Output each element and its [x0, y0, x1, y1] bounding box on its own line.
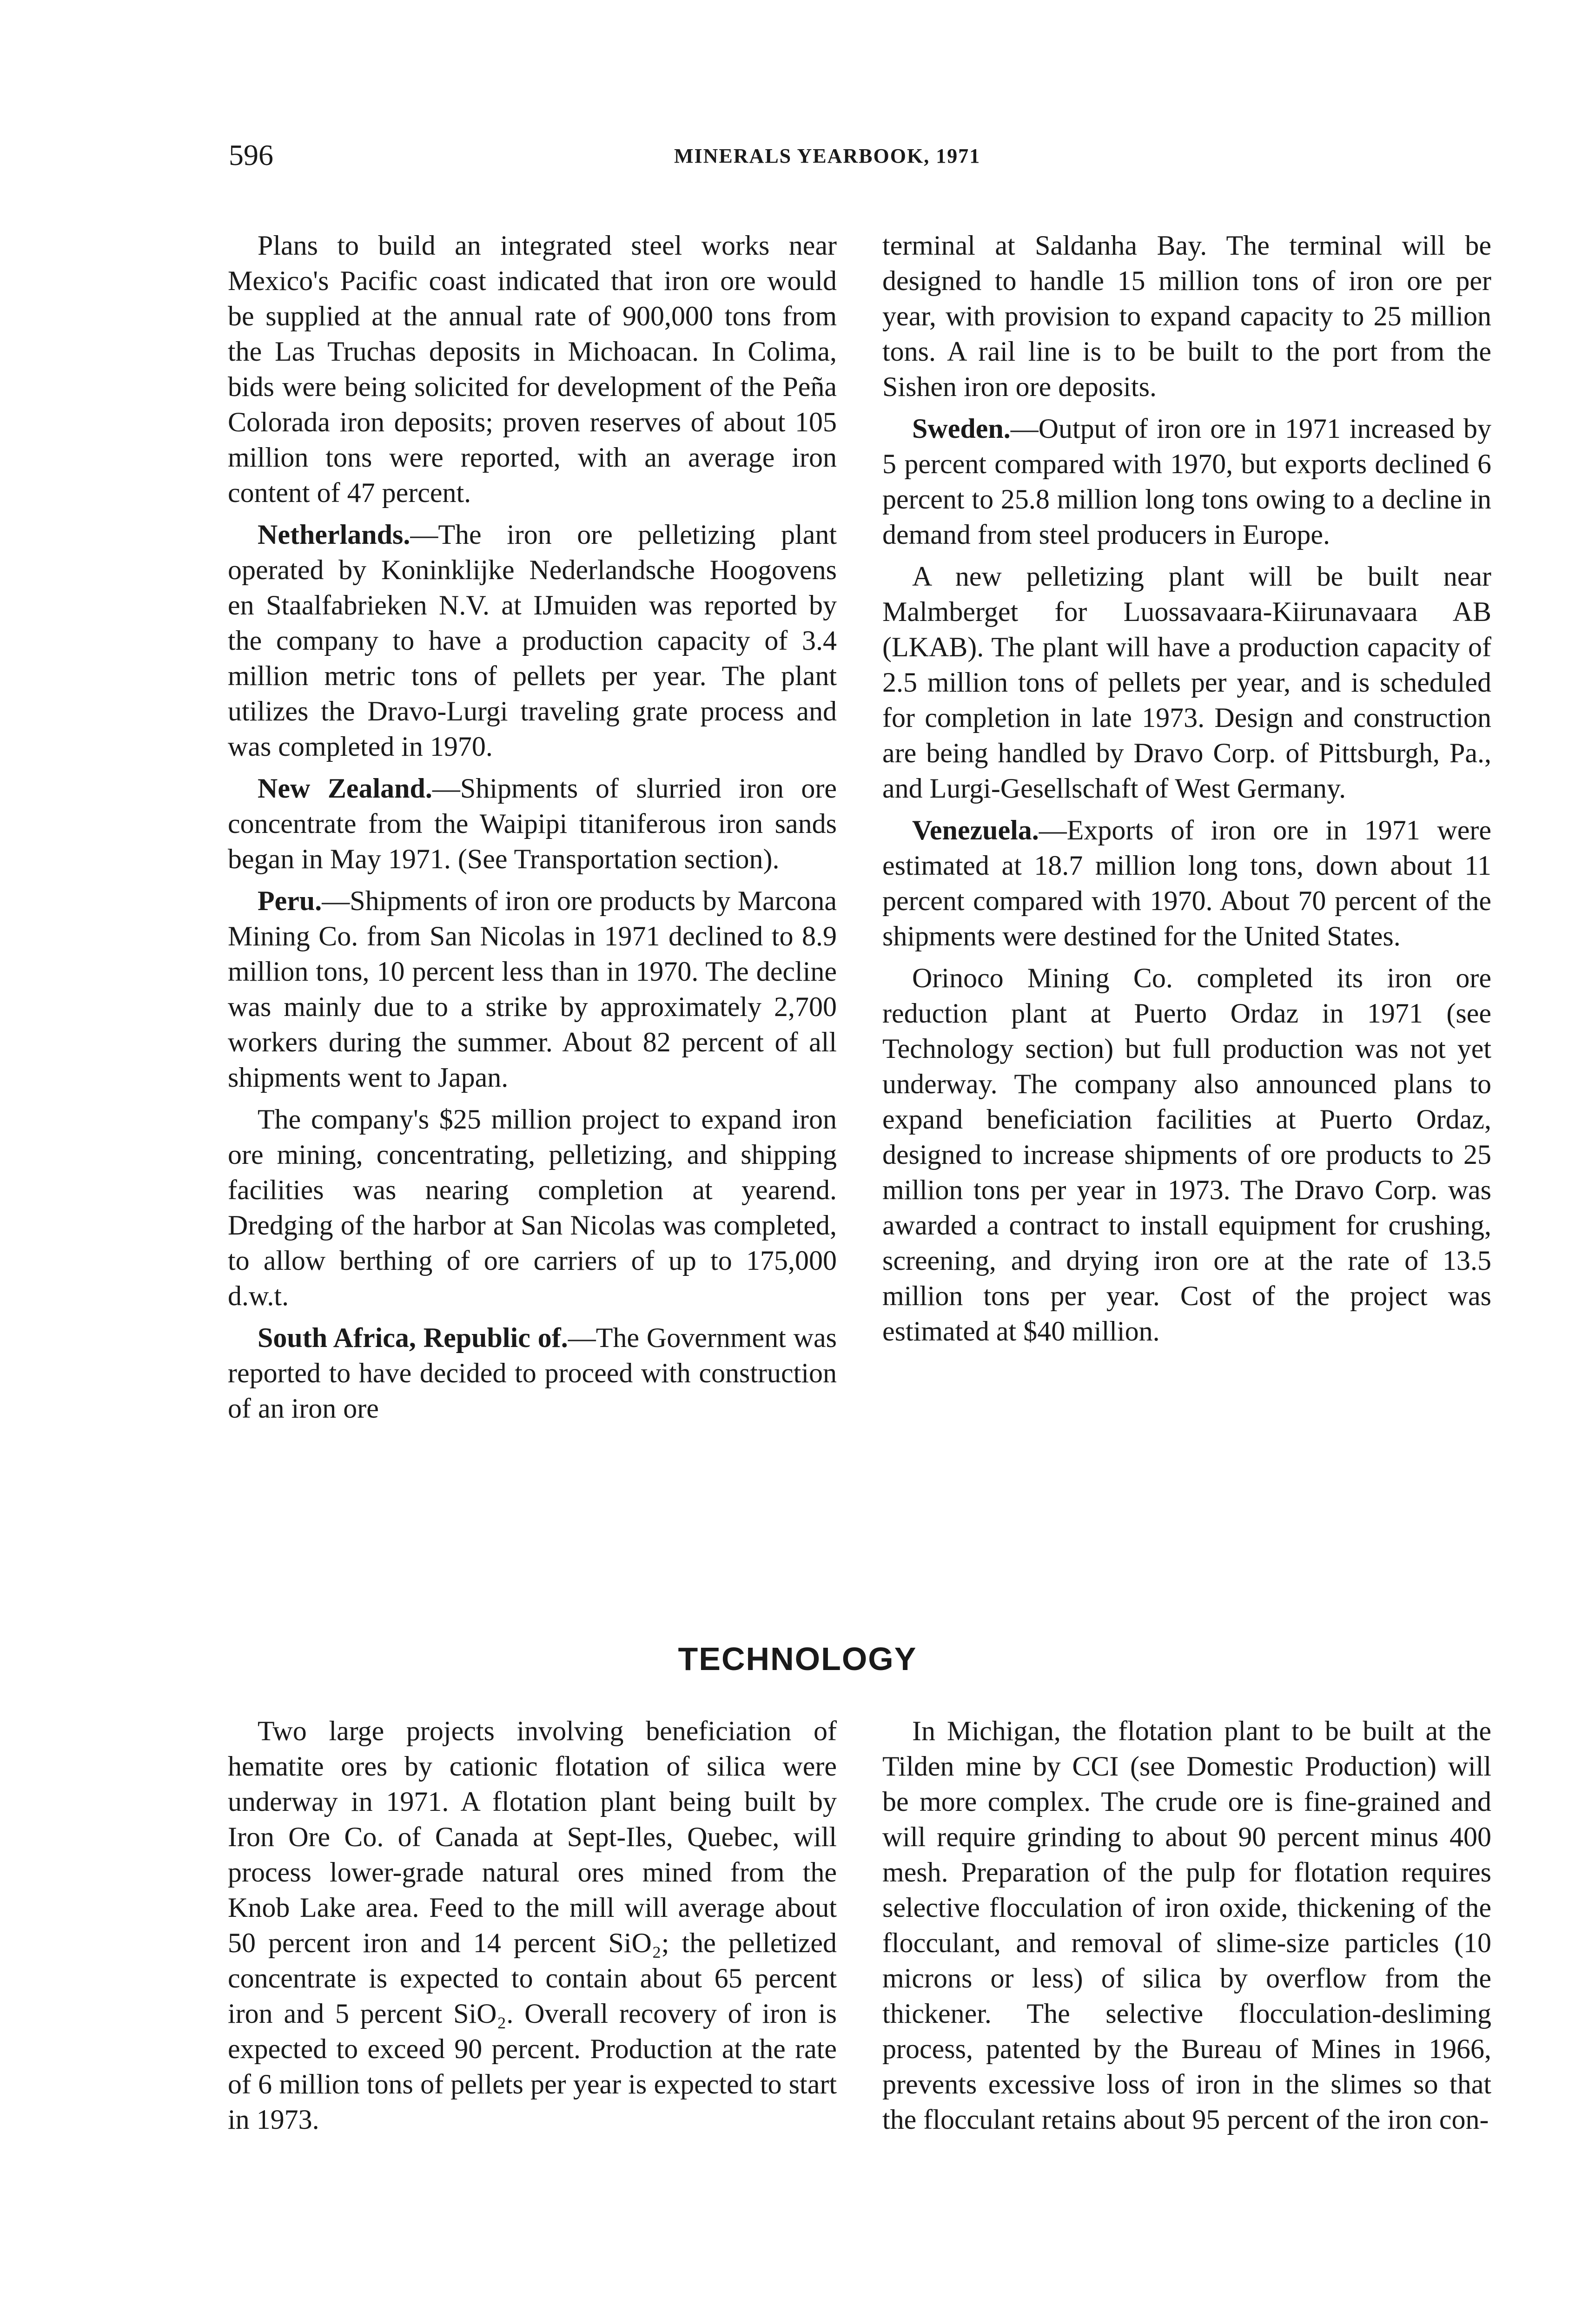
section-heading: TECHNOLOGY	[678, 1641, 917, 1677]
country-heading: Netherlands.	[258, 519, 410, 550]
paragraph: The company's $25 million project to expand iron ore mining, concentrating, pelletizing, and shipping facilities was nearing completion at yearend. Dredging of the harbor at San Nicolas was completed, to allow berthing of ore carriers of up to 175,000 d.w.t.	[228, 1104, 837, 1311]
paragraph: A new pelletizing plant will be built near Malmberget for Luossavaara-Kiirunavaara AB (LKAB). The plant will have a production capacity of 2.5 million tons of pellets per year, and is scheduled for completion in late 1973. Design and construction are being handled by Dravo Corp. of Pittsburgh, Pa., and Lurgi-Gesellschaft of West Germany.	[882, 561, 1491, 804]
paragraph: terminal at Saldanha Bay. The terminal will be designed to handle 15 million tons of iron ore per year, with provision to expand capacity to 25 million tons. A rail line is to be built to the port from the Sishen iron ore deposits.	[882, 230, 1491, 402]
country-heading: South Africa, Republic of.	[258, 1322, 568, 1353]
upper-left-column	[228, 228, 837, 1433]
country-heading: Sweden.	[912, 413, 1011, 444]
page-number: 596	[229, 139, 273, 172]
paragraph: New Zealand.—Shipments of slurried iron ore concentrate from the Waipipi titaniferous iron sands began in May 1971. (See Transportation section).	[228, 773, 837, 874]
paragraph: Sweden.—Output of iron ore in 1971 increased by 5 percent compared with 1970, but exports declined 6 percent to 25.8 million long tons owing to a decline in demand from steel producers in Europe.	[882, 413, 1491, 550]
upper-right-column	[882, 228, 1491, 1355]
paragraph: Two large projects involving beneficiation of hematite ores by cationic flotation of silica were underway in 1971. A flotation plant being built by Iron Ore Co. of Canada at Sept-Iles, Quebec, will process lower-grade natural ores mined from the Knob Lake area. Feed to the mill will average about 50 percent iron and 14 percent SiO₂; the pelletized concentrate is expected to contain about 65 percent iron and 5 percent SiO₂. Overall recovery of iron is expected to exceed 90 percent. Production at the rate of 6 million tons of pellets per year is expected to start in 1973.	[228, 1716, 837, 2135]
paragraph: Venezuela.—Exports of iron ore in 1971 were estimated at 18.7 million long tons, down about 11 percent compared with 1970. About 70 percent of the shipments were destined for the United States.	[882, 815, 1491, 951]
country-heading: New Zealand.	[258, 773, 432, 804]
country-heading: Venezuela.	[912, 815, 1039, 845]
paragraph: Peru.—Shipments of iron ore products by Marcona Mining Co. from San Nicolas in 1971 declined to 8.9 million tons, 10 percent less than in 1970. The decline was mainly due to a strike by approximately 2,700 workers during the summer. About 82 percent of all shipments went to Japan.	[228, 885, 837, 1093]
paragraph: Orinoco Mining Co. completed its iron ore reduction plant at Puerto Ordaz in 1971 (see Technology section) but full production was not yet underway. The company also announced plans to expand beneficiation facilities at Puerto Ordaz, designed to increase shipments of ore products to 25 million tons per year in 1973. The Dravo Corp. was awarded a contract to install equipment for crushing, screening, and drying iron ore at the rate of 13.5 million tons per year. Cost of the project was estimated at $40 million.	[882, 963, 1491, 1347]
lower-right-column	[882, 1713, 1491, 2144]
paragraph: Netherlands.—The iron ore pelletizing plant operated by Koninklijke Nederlandsche Hoogovens en Staalfabrieken N.V. at IJmuiden was reported by the company to have a production capacity of 3.4 million metric tons of pellets per year. The plant utilizes the Dravo-Lurgi traveling grate process and was completed in 1970.	[228, 519, 837, 762]
lower-left-column	[228, 1713, 837, 2144]
paragraph: South Africa, Republic of.—The Government was reported to have decided to proceed with construction of an iron ore	[228, 1322, 837, 1424]
paragraph: Plans to build an integrated steel works near Mexico's Pacific coast indicated that iron ore would be supplied at the annual rate of 900,000 tons from the Las Truchas deposits in Michoacan. In Colima, bids were being solicited for development of the Peña Colorada iron deposits; proven reserves of about 105 million tons were reported, with an average iron content of 47 percent.	[228, 230, 837, 508]
paragraph: In Michigan, the flotation plant to be built at the Tilden mine by CCI (see Domestic Production) will be more complex. The crude ore is fine-grained and will require grinding to about 90 percent minus 400 mesh. Preparation of the pulp for flotation requires selective flocculation of iron oxide, thickening of the flocculant, and removal of slime-size particles (10 microns or less) of silica by overflow from the thickener. The selective flocculation-desliming process, patented by the Bureau of Mines in 1966, prevents excessive loss of iron in the slimes so that the flocculant retains about 95 percent of the iron con-	[882, 1716, 1491, 2135]
country-heading: Peru.	[258, 885, 322, 916]
running-title: MINERALS YEARBOOK, 1971	[674, 145, 981, 167]
